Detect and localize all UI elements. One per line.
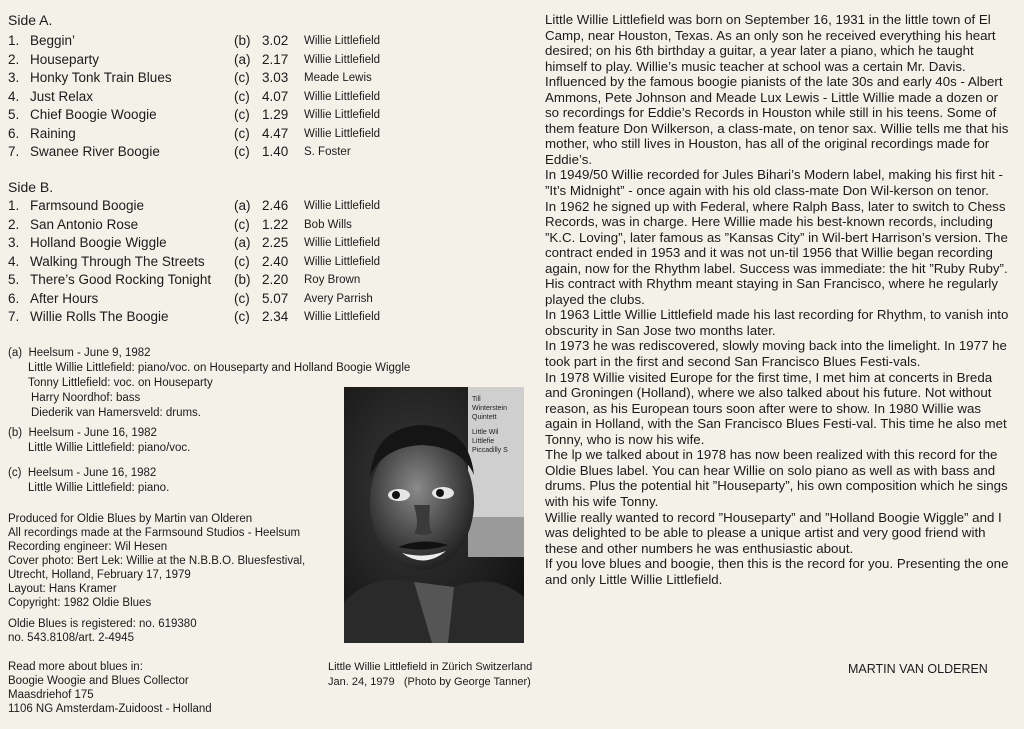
session-a-line: Tonny Littlefield: voc. on Houseparty: [28, 377, 213, 389]
session-a-line: Heelsum - June 9, 1982: [28, 347, 151, 359]
track-composer: Willie Littlefield: [304, 53, 381, 66]
credit-line: Utrecht, Holland, February 17, 1979: [8, 569, 191, 581]
session-a-line: Little Willie Littlefield: piano/voc. on Houseparty and Holland Boogie Wiggle: [28, 362, 411, 374]
track-duration: 2.34: [262, 309, 289, 324]
track-row: [8, 272, 408, 290]
track-row: [8, 89, 408, 107]
track-row: [8, 144, 408, 162]
track-title: There’s Good Rocking Tonight: [30, 272, 212, 287]
track-title: Farmsound Boogie: [30, 198, 145, 213]
session-code: (c): [234, 309, 250, 324]
track-number: 4.: [8, 88, 20, 104]
track-row: [8, 70, 408, 88]
credits: [8, 512, 343, 610]
poster-line: Little Wil: [472, 429, 499, 436]
artist-photo: [344, 387, 524, 643]
session-b-notes: [8, 426, 328, 456]
credit-line: All recordings made at the Farmsound Studios - Heelsum: [8, 527, 301, 539]
article-paragraph: In 1962 he signed up with Federal, where Ralph Bass, later to switch to Chess Records, was in charge. Here Willie made his best-known records, including ”K.C. Loving”, later famous as ”Kansas City” in Wil-bert Harrison’s version. The contract ended in 1953 and it was not un-til 1956 that Willie began recording again, now for the Rhythm label. Success was immediate: the hit ”Ruby Ruby”. His contract with Rhythm meant staying in San Francisco, where he regularly played the clubs.: [545, 198, 1008, 307]
track-duration: 4.07: [262, 88, 289, 104]
registration: [8, 617, 343, 645]
session-code: (c): [234, 70, 250, 85]
track-composer: Willie Littlefield: [304, 109, 381, 121]
article-paragraph: If you love blues and boogie, then this is the record for you. Presenting the one and only Little Willie Littlefield.: [545, 556, 1009, 587]
read-more-line: Maasdriehof 175: [8, 689, 94, 701]
track-title: Holland Boogie Wiggle: [30, 235, 167, 250]
credit-line: Layout: Hans Kramer: [8, 583, 117, 595]
track-composer: Willie Littlefield: [304, 311, 381, 323]
session-b-line: Heelsum - June 16, 1982: [28, 427, 157, 439]
track-duration: 2.25: [262, 235, 289, 250]
credit-line: Recording engineer: Wil Hesen: [8, 541, 168, 553]
poster-line: Winterstein: [472, 405, 508, 412]
track-title: Honky Tonk Train Blues: [30, 70, 172, 85]
track-duration: 1.40: [262, 144, 289, 159]
track-title: Chief Boogie Woogie: [30, 107, 157, 122]
track-composer: Bob Wills: [304, 218, 352, 231]
read-more-line: Boogie Woogie and Blues Collector: [8, 675, 189, 687]
track-duration: 2.40: [262, 253, 289, 269]
article-paragraph: Little Willie Littlefield was born on September 16, 1931 in the little town of El Camp, near Houston, Texas. As an only son he received everything his heart desired; on his 6th birthday a guitar, a year later a piano, which he taught himself to play. Willie’s music teacher at school was a certain Mr. Davis.: [545, 12, 996, 74]
track-title: Houseparty: [30, 51, 100, 67]
track-title: After Hours: [30, 290, 99, 306]
track-duration: 4.47: [262, 125, 289, 141]
track-number: 1.: [8, 33, 20, 48]
author-signature: MARTIN VAN OLDEREN: [848, 662, 988, 676]
session-code: (c): [234, 253, 250, 269]
session-code: (c): [234, 216, 250, 232]
track-duration: 1.22: [262, 216, 289, 232]
track-composer: Willie Littlefield: [304, 200, 381, 212]
session-c-line: Little Willie Littlefield: piano.: [28, 482, 170, 494]
track-title: San Antonio Rose: [30, 216, 139, 232]
track-row: [8, 52, 408, 70]
session-c-line: Heelsum - June 16, 1982: [27, 467, 157, 479]
liner-notes-article: [545, 12, 1015, 587]
track-number: 5.: [8, 272, 20, 287]
track-composer: Willie Littlefield: [304, 255, 381, 268]
session-code: (b): [234, 272, 251, 287]
read-more: [8, 660, 343, 716]
credit-line: Produced for Oldie Blues by Martin van Olderen: [8, 513, 253, 525]
track-number: 6.: [8, 290, 20, 306]
track-composer: S. Foster: [304, 146, 351, 158]
track-title: Swanee River Boogie: [30, 144, 160, 159]
poster-text: [472, 395, 522, 455]
track-duration: 3.02: [262, 33, 289, 48]
track-row: [8, 126, 408, 144]
session-code: (c): [234, 125, 250, 141]
caption-line: Little Willie Littlefield in Zürich Switzerland: [328, 661, 533, 673]
session-a-line: Harry Noordhof: bass: [31, 392, 141, 404]
session-code: (c): [234, 88, 250, 104]
track-title: Beggin’: [30, 33, 76, 48]
session-a-label: (a): [8, 347, 23, 359]
article-paragraph: In 1963 Little Willie Littlefield made his last recording for Rhythm, to vanish into obscurity in San Jose two months later.: [545, 307, 1009, 338]
track-title: Willie Rolls The Boogie: [30, 309, 169, 324]
track-title: Raining: [30, 125, 76, 141]
track-number: 7.: [8, 144, 20, 159]
session-code: (c): [234, 107, 250, 122]
track-composer: Meade Lewis: [304, 72, 372, 84]
track-composer: Willie Littlefield: [304, 127, 381, 140]
session-code: (a): [234, 51, 251, 67]
track-duration: 5.07: [262, 290, 289, 306]
session-b-line: Little Willie Littlefield: piano/voc.: [28, 442, 191, 454]
track-row: [8, 235, 408, 253]
track-duration: 1.29: [262, 107, 289, 122]
registration-line: no. 543.8108/art. 2-4945: [8, 632, 134, 644]
track-number: 7.: [8, 309, 20, 324]
track-number: 2.: [8, 51, 20, 67]
track-row: [8, 107, 408, 125]
session-code: (c): [234, 290, 250, 306]
session-code: (c): [234, 144, 250, 159]
track-duration: 2.20: [262, 272, 289, 287]
photo-caption: [328, 660, 558, 690]
side-b-heading: Side B.: [8, 179, 54, 195]
track-number: 5.: [8, 107, 20, 122]
credit-line: Copyright: 1982 Oldie Blues: [8, 597, 152, 609]
track-number: 3.: [8, 235, 20, 250]
poster-line: Quintett: [472, 414, 497, 421]
article-paragraph: Willie really wanted to record ”Houseparty” and ”Holland Boogie Wiggle” and I was delighted to be able to please a unique artist and very good friend with these and other numbers he was enthusiastic about.: [545, 509, 1002, 556]
poster-line: Till: [472, 396, 481, 403]
article-paragraph: The lp we talked about in 1978 has now been realized with this record for the Oldie Blues label. You can hear Willie on solo piano as well as with bass and drums. Plus the potential hit ”Houseparty”, his own composition which he sings with his wife Tonny.: [545, 447, 1008, 509]
article-paragraph: In 1949/50 Willie recorded for Jules Bihari’s Modern label, making his first hit - ”It’s Midnight” - once again with his old class-mate Don Wil-kerson on tenor.: [545, 167, 1003, 199]
poster-line: Littlefie: [472, 438, 495, 445]
session-b-label: (b): [8, 427, 23, 439]
track-number: 2.: [8, 216, 20, 232]
track-duration: 2.17: [262, 51, 289, 67]
track-row: [8, 198, 408, 216]
session-a-line: Diederik van Hamersveld: drums.: [31, 407, 202, 419]
track-number: 6.: [8, 125, 20, 141]
track-row: [8, 217, 408, 235]
track-duration: 3.03: [262, 70, 289, 85]
caption-credit: (Photo by George Tanner): [403, 676, 531, 688]
track-composer: Willie Littlefield: [304, 237, 381, 249]
session-code: (b): [234, 33, 251, 48]
track-title: Just Relax: [30, 88, 94, 104]
track-composer: Roy Brown: [304, 274, 361, 286]
session-c-notes: [8, 466, 328, 496]
article-paragraph: In 1973 he was rediscovered, slowly moving back into the limelight. In 1977 he took part in the first and second San Francisco Blues Festi-vals.: [545, 338, 1007, 370]
article-paragraph: Influenced by the famous boogie pianists of the late 30s and early 40s - Albert Ammons, Pete Johnson and Meade Lux Lewis - Little Willie made a dozen or so recordings for Eddie’s Records in Houston while still in his teens. Some of them feature Don Wilkerson, a class-mate, on tenor sax. Willie tells me that his mother, who still lives in Houston, has all of the original recordings made for Eddie’s.: [545, 74, 1009, 167]
track-composer: Willie Littlefield: [304, 90, 381, 103]
session-c-label: (c): [8, 467, 22, 479]
track-row: [8, 254, 408, 272]
track-number: 4.: [8, 253, 20, 269]
poster-line: Piccadilly S: [472, 447, 508, 454]
side-a-heading: Side A.: [8, 12, 53, 28]
track-row: [8, 291, 408, 309]
track-number: 1.: [8, 198, 20, 213]
caption-date: Jan. 24, 1979: [328, 676, 395, 688]
track-composer: Avery Parrish: [304, 292, 373, 305]
session-code: (a): [234, 235, 251, 250]
track-row: [8, 33, 408, 51]
track-duration: 2.46: [262, 198, 289, 213]
read-more-line: Read more about blues in:: [8, 661, 143, 673]
article-paragraph: In 1978 Willie visited Europe for the first time, I met him at concerts in Breda and Groningen (Holland), where we also talked about his future. Not without reason, as his European tours soon after were to show. In 1980 Willie was again in Holland, with the San Francisco Blues Festi-val. This time he also met Tonny, who is now his wife.: [545, 369, 1007, 447]
session-code: (a): [234, 198, 251, 213]
registration-line: Oldie Blues is registered: no. 619380: [8, 618, 197, 630]
credit-line: Cover photo: Bert Lek: Willie at the N.B.B.O. Bluesfestival,: [8, 555, 306, 567]
track-title: Walking Through The Streets: [30, 253, 205, 269]
track-row: [8, 309, 408, 327]
track-composer: Willie Littlefield: [304, 35, 381, 47]
read-more-line: 1106 NG Amsterdam-Zuidoost - Holland: [8, 703, 212, 715]
track-number: 3.: [8, 70, 20, 85]
